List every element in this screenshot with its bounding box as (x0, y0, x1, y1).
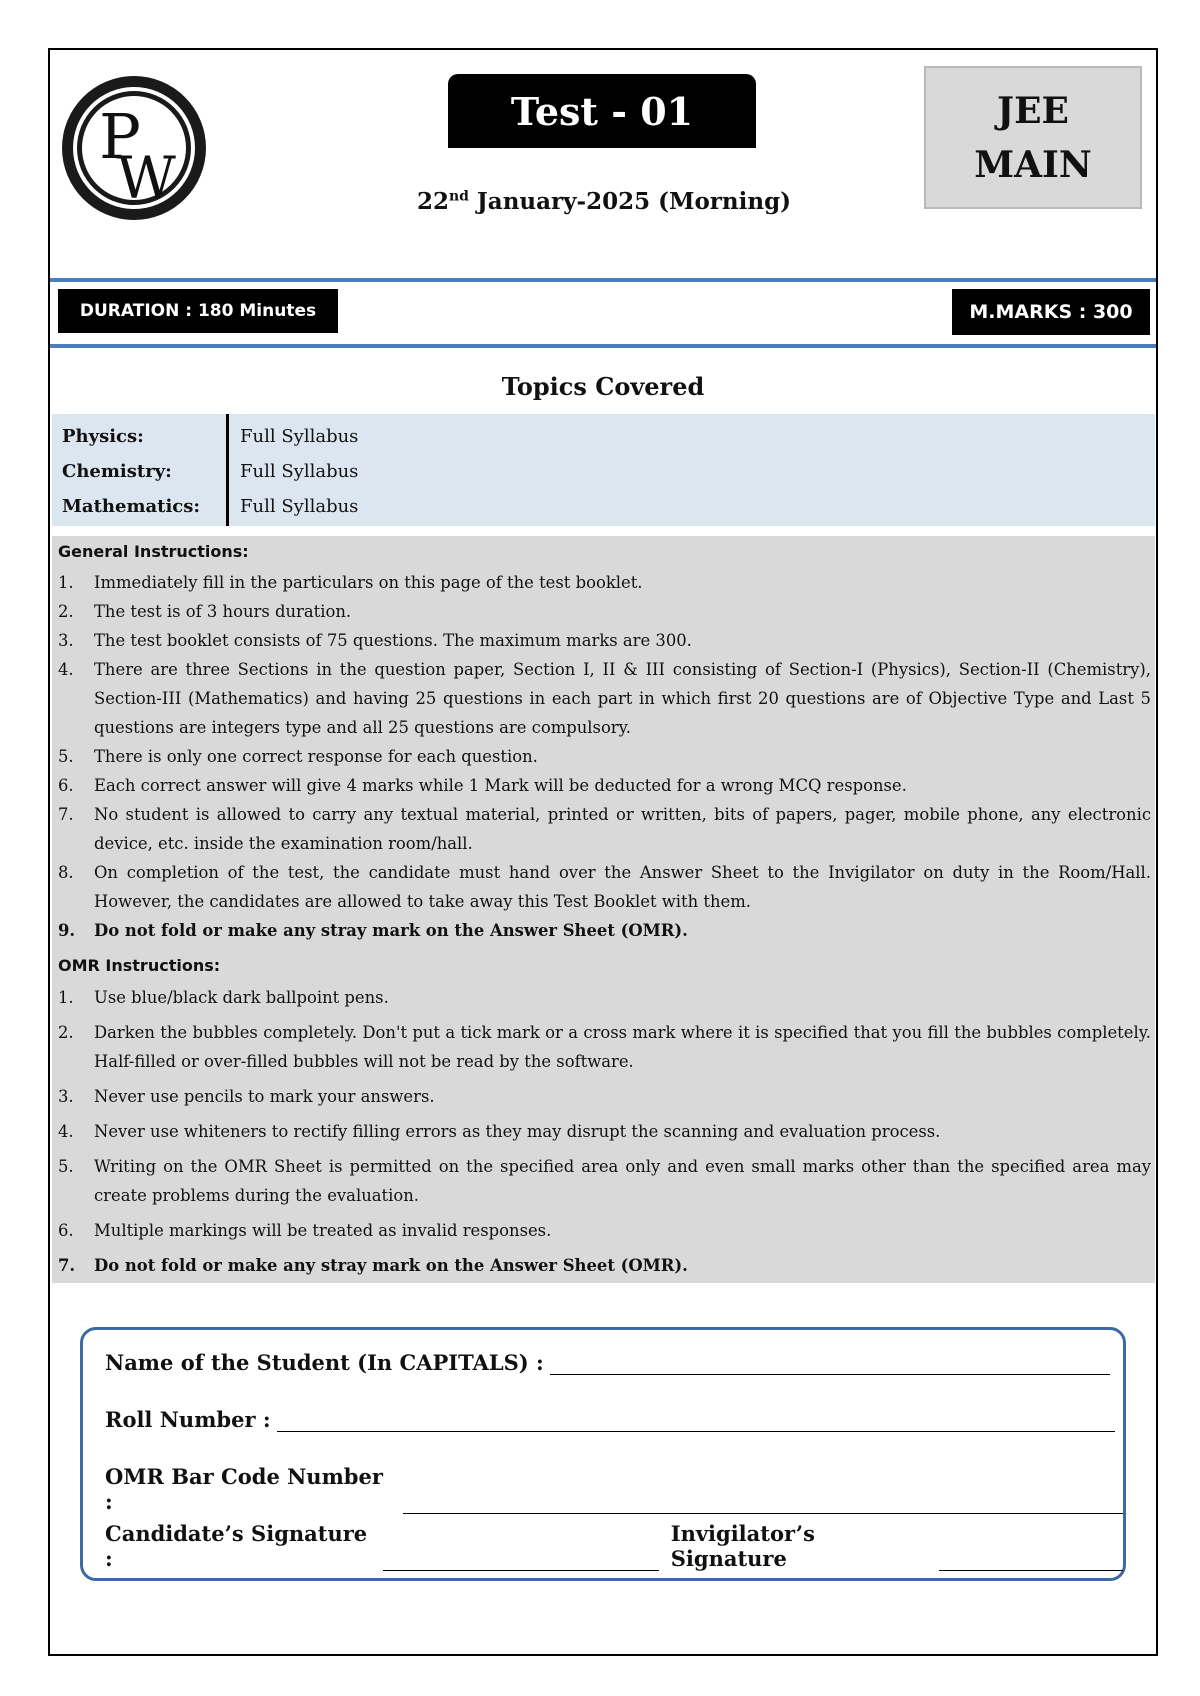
roll-number-line[interactable] (277, 1412, 1115, 1432)
item-number: 8. (58, 863, 74, 882)
item-number: 6. (58, 776, 74, 795)
topic-row-physics (52, 420, 1155, 455)
topic-subject: Physics: (62, 426, 144, 447)
omr-barcode-label: OMR Bar Code Number : (105, 1464, 383, 1514)
date-rest: January-2025 (Morning) (468, 188, 792, 215)
signature-row (105, 1521, 1123, 1571)
test-title: Test - 01 (448, 74, 756, 148)
invigilator-signature-label: Invigilator’s Signature (670, 1521, 815, 1571)
student-name-field[interactable] (105, 1350, 1110, 1375)
item-text: There is only one correct response for each question. (94, 747, 538, 766)
general-instructions-heading: General Instructions: (58, 542, 249, 561)
item-text: There are three Sections in the question paper, Section I, II & III consisting of Section-I (Physics), Section-II (Chemistry), Section-III (Mathematics) and having 25 questions in each part in which first 20 questions are of Objective Type and Last 5 questions are integers type and all 25 questions are compulsory. (94, 660, 1151, 737)
item-text: Multiple markings will be treated as invalid responses. (94, 1221, 552, 1240)
divider-top (50, 278, 1156, 282)
item-text: On completion of the test, the candidate must hand over the Answer Sheet to the Invigilator on duty in the Room/Hall. However, the candidates are allowed to take away this Test Booklet with them. (94, 863, 1151, 911)
candidate-signature-line[interactable] (383, 1551, 659, 1571)
item-number: 3. (58, 631, 74, 650)
item-number: 7. (58, 805, 74, 824)
item-text: Do not fold or make any stray mark on the Answer Sheet (OMR). (94, 921, 688, 940)
item-number: 6. (58, 1221, 74, 1240)
exam-line-2: MAIN (974, 143, 1092, 186)
instructions-panel (52, 536, 1155, 1283)
duration-badge: DURATION : 180 Minutes (58, 289, 338, 333)
exam-line-1: JEE (997, 89, 1069, 132)
list-item (52, 983, 1155, 1012)
item-text: The test is of 3 hours duration. (94, 602, 352, 621)
omr-barcode-line[interactable] (403, 1494, 1123, 1514)
invigilator-signature-line[interactable] (939, 1551, 1123, 1571)
item-number: 4. (58, 1122, 74, 1141)
topic-scope: Full Syllabus (240, 461, 359, 482)
item-number: 5. (58, 1157, 74, 1176)
pw-logo (60, 60, 208, 236)
max-marks-badge: M.MARKS : 300 (952, 289, 1150, 335)
topics-table (52, 414, 1155, 526)
list-item (52, 597, 1155, 626)
item-text: No student is allowed to carry any textual material, printed or written, bits of papers, pager, mobile phone, any electronic device, etc. inside the examination room/hall. (94, 805, 1151, 853)
list-item (52, 626, 1155, 655)
list-item (52, 858, 1155, 916)
item-text: Use blue/black dark ballpoint pens. (94, 988, 389, 1007)
topic-row-mathematics (52, 490, 1155, 525)
general-instructions-list (52, 568, 1155, 945)
item-number: 2. (58, 1023, 74, 1042)
date-suffix: nd (448, 188, 469, 205)
item-number: 1. (58, 988, 74, 1007)
omr-instructions-heading: OMR Instructions: (58, 956, 221, 975)
item-number: 3. (58, 1087, 74, 1106)
item-text: Immediately fill in the particulars on this page of the test booklet. (94, 573, 643, 592)
student-name-label: Name of the Student (In CAPITALS) : (105, 1350, 544, 1375)
item-text: Never use pencils to mark your answers. (94, 1087, 435, 1106)
item-number: 9. (58, 921, 76, 940)
topics-title: Topics Covered (501, 372, 705, 401)
omr-barcode-field[interactable] (105, 1464, 1123, 1514)
item-number: 2. (58, 602, 74, 621)
list-item (52, 1082, 1155, 1111)
candidate-signature-label: Candidate’s Signature : (105, 1521, 368, 1571)
list-item (52, 1216, 1155, 1245)
list-item (52, 1251, 1155, 1280)
item-text: Never use whiteners to rectify filling errors as they may disrupt the scanning and evaluation process. (94, 1122, 941, 1141)
test-date (398, 188, 810, 215)
list-item (52, 742, 1155, 771)
omr-instructions-list (52, 983, 1155, 1286)
logo-letter-p: P (99, 100, 141, 173)
list-item (52, 655, 1155, 742)
pw-logo-icon (60, 60, 208, 236)
topic-scope: Full Syllabus (240, 426, 359, 447)
divider-bottom (50, 344, 1156, 348)
list-item (52, 800, 1155, 858)
item-text: The test booklet consists of 75 questions. The maximum marks are 300. (94, 631, 692, 650)
item-text: Darken the bubbles completely. Don't put a tick mark or a cross mark where it is specified that you fill the bubbles completely. Half-filled or over-filled bubbles will not be read by the software. (94, 1023, 1151, 1071)
item-number: 7. (58, 1256, 76, 1275)
list-item (52, 1018, 1155, 1076)
student-name-line[interactable] (550, 1355, 1110, 1375)
topic-subject: Mathematics: (62, 496, 201, 517)
exam-name-box (924, 66, 1142, 209)
topic-subject: Chemistry: (62, 461, 172, 482)
item-number: 1. (58, 573, 74, 592)
item-text: Each correct answer will give 4 marks while 1 Mark will be deducted for a wrong MCQ response. (94, 776, 907, 795)
student-details-box (80, 1327, 1126, 1581)
item-number: 5. (58, 747, 74, 766)
topic-scope: Full Syllabus (240, 496, 359, 517)
roll-number-field[interactable] (105, 1407, 1115, 1432)
logo-letter-w: W (116, 144, 176, 212)
list-item (52, 916, 1155, 945)
topic-row-chemistry (52, 455, 1155, 490)
list-item (52, 1152, 1155, 1210)
item-number: 4. (58, 660, 74, 679)
list-item (52, 568, 1155, 597)
list-item (52, 1117, 1155, 1146)
roll-number-label: Roll Number : (105, 1407, 271, 1432)
date-day: 22 (416, 188, 449, 215)
item-text: Writing on the OMR Sheet is permitted on the specified area only and even small marks other than the specified area may create problems during the evaluation. (94, 1157, 1151, 1205)
list-item (52, 771, 1155, 800)
item-text: Do not fold or make any stray mark on the Answer Sheet (OMR). (94, 1256, 688, 1275)
